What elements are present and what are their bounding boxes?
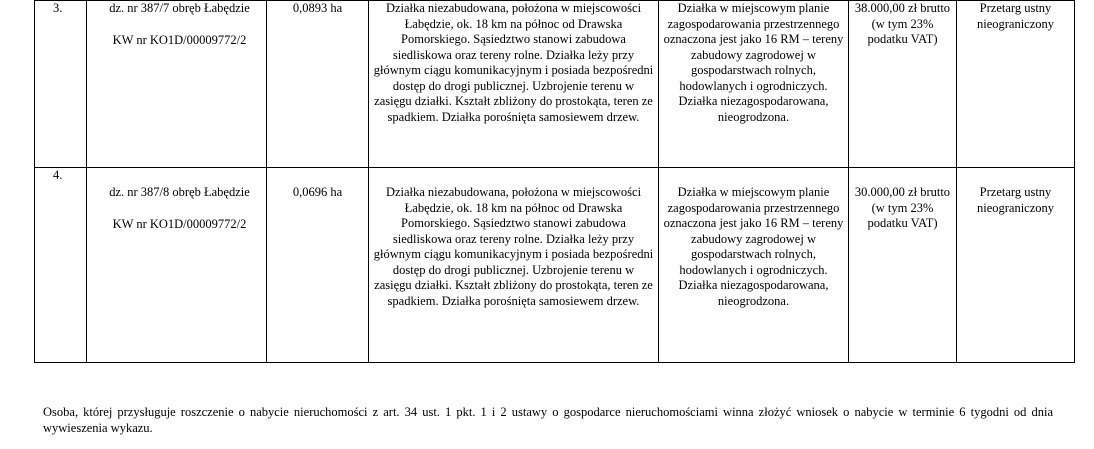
zoning-plan: Działka w miejscowym planie zagospodarowania przestrzennego oznaczona jest jako 16 RM – tereny zabudowy zagrodowej w gospodarstwach rolnych, hodowlanych i ogrodniczych. Działka niezagospodarowana, nieogrodzona. (659, 168, 849, 363)
parcel-area: 0,0696 ha (267, 168, 369, 363)
parcel-area: 0,0893 ha (267, 1, 369, 168)
parcel-cell (87, 168, 267, 363)
parcel-cell (87, 1, 267, 168)
sale-form: Przetarg ustny nieograniczony (957, 168, 1075, 363)
parcel-description: Działka niezabudowana, położona w miejscowości Łabędzie, ok. 18 km na północ od Drawska Pomorskiego. Sąsiedztwo stanowi zabudowa siedliskowa oraz tereny rolne. Działka leży przy głównym ciągu komunikacyjnym i posiada bezpośredni dostęp do drogi publicznej. Uzbrojenie terenu w zasięgu działki. Kształt zbliżony do prostokąta, teren ze spadkiem. Działka porośnięta samosiewem drzew. (369, 1, 659, 168)
sale-form: Przetarg ustny nieograniczony (957, 1, 1075, 168)
row-number: 4. (35, 168, 87, 363)
claim-notice: Osoba, której przysługuje roszczenie o nabycie nieruchomości z art. 34 ust. 1 pkt. 1 i 2 ustawy o gospodarce nieruchomościami winna złożyć wniosek o nabycie w terminie 6 tygodni od dnia wywieszenia wykazu. (43, 405, 1053, 435)
zoning-plan: Działka w miejscowym planie zagospodarowania przestrzennego oznaczona jest jako 16 RM – tereny zabudowy zagrodowej w gospodarstwach rolnych, hodowlanych i ogrodniczych. Działka niezagospodarowana, nieogrodzona. (659, 1, 849, 168)
price: 38.000,00 zł brutto (w tym 23% podatku VAT) (849, 1, 957, 168)
table-row (35, 168, 1075, 363)
parcel-number: dz. nr 387/7 obręb Łabędzie (109, 1, 250, 15)
price: 30.000,00 zł brutto (w tym 23% podatku VAT) (849, 168, 957, 363)
parcel-number: dz. nr 387/8 obręb Łabędzie (109, 185, 250, 199)
parcel-description: Działka niezabudowana, położona w miejscowości Łabędzie, ok. 18 km na północ od Drawska Pomorskiego. Sąsiedztwo stanowi zabudowa siedliskowa oraz tereny rolne. Działka leży przy głównym ciągu komunikacyjnym i posiada bezpośredni dostęp do drogi publicznej. Uzbrojenie terenu w zasięgu działki. Kształt zbliżony do prostokąta, teren ze spadkiem. Działka porośnięta samosiewem drzew. (369, 168, 659, 363)
row-number: 3. (35, 1, 87, 168)
property-list-table (34, 0, 1075, 363)
land-register-number: KW nr KO1D/00009772/2 (112, 32, 247, 47)
table-row (35, 1, 1075, 168)
land-register-number: KW nr KO1D/00009772/2 (112, 216, 247, 231)
